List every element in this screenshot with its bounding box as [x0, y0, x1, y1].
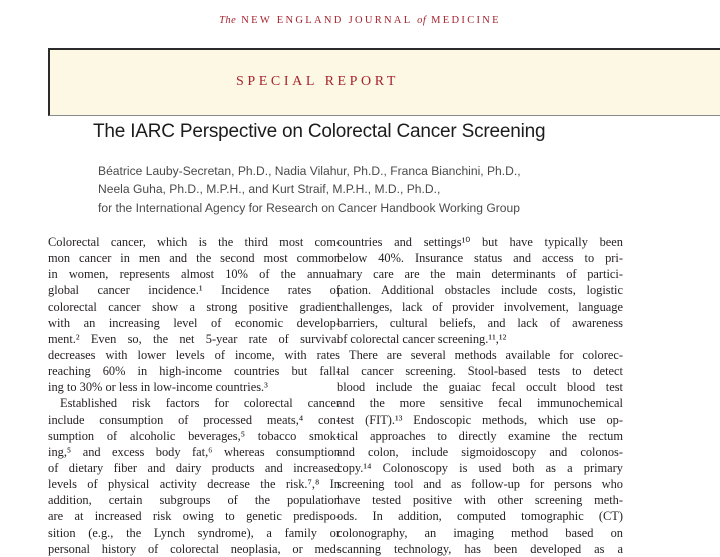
- body-line: ment.² Even so, the net 5-year rate of survival: [48, 331, 340, 346]
- body-line: mary care are the main determinants of partici-: [337, 267, 623, 282]
- body-line: mon cancer in men and the second most common: [48, 251, 340, 266]
- body-line: scanning technology, has been developed as a: [337, 541, 623, 556]
- body-line: pation. Additional obstacles include costs, logistic: [337, 283, 623, 298]
- body-line: There are several methods available for colorec-: [349, 347, 623, 362]
- body-line: Colorectal cancer, which is the third most com-: [48, 235, 340, 249]
- author-line: Neela Guha, Ph.D., M.P.H., and Kurt Straif, M.P.H., M.D., Ph.D.,: [98, 182, 441, 197]
- body-line: are at increased risk owing to genetic predispo-: [48, 509, 340, 524]
- body-line: and colon, include sigmoidoscopy and colonos-: [337, 444, 623, 459]
- body-line: tical approaches to directly examine the rectum: [337, 428, 623, 443]
- body-line: and the more sensitive fecal immunochemical: [337, 396, 623, 411]
- body-line: tal cancer screening. Stool-based tests to detect: [337, 364, 623, 379]
- body-line: test (FIT).¹³ Endoscopic methods, which use op-: [337, 412, 623, 427]
- body-line: ods. In addition, computed tomographic (CT): [337, 509, 623, 524]
- body-line: below 40%. Insurance status and access to pri-: [337, 251, 623, 266]
- body-line: countries and settings¹⁰ but have typically been: [337, 235, 623, 249]
- body-line: include consumption of processed meats,⁴ con-: [48, 412, 340, 427]
- special-report-banner: [48, 48, 720, 116]
- body-line: colonography, an imaging method based on: [337, 525, 623, 540]
- author-line: Béatrice Lauby-Secretan, Ph.D., Nadia Vilahur, Ph.D., Franca Bianchini, Ph.D.,: [98, 164, 521, 178]
- body-line: Established risk factors for colorectal cancer: [60, 396, 340, 411]
- body-line: challenges, lack of provider involvement, language: [337, 299, 623, 314]
- body-line: blood include the guaiac fecal occult blood test: [337, 380, 623, 395]
- body-line: levels of physical activity decrease the risk.⁷,⁸ In: [48, 477, 340, 492]
- body-line: of colorectal cancer screening.¹¹,¹²: [337, 331, 507, 346]
- body-line: barriers, cultural beliefs, and lack of awareness: [337, 315, 623, 330]
- body-line: copy.¹⁴ Colonoscopy is used both as a primary: [337, 460, 623, 475]
- body-line: screening tool and as follow-up for persons who: [337, 477, 623, 492]
- section-label: SPECIAL REPORT: [236, 74, 400, 89]
- body-line: sition (e.g., the Lynch syndrome), a family or: [48, 525, 340, 540]
- author-list: [98, 162, 698, 217]
- article-title: The IARC Perspective on Colorectal Cancer Screening: [93, 121, 546, 142]
- body-line: ing to 30% or less in low-income countries.³: [48, 380, 268, 395]
- body-line: personal history of colorectal neoplasia, or med-: [48, 541, 340, 556]
- right-text-column: [337, 234, 623, 557]
- masthead-of: of: [417, 15, 427, 26]
- masthead-name-part2: MEDICINE: [431, 15, 501, 26]
- author-line: for the International Agency for Research on Cancer Handbook Working Group: [98, 200, 520, 215]
- body-line: addition, certain subgroups of the population: [48, 493, 340, 508]
- body-line: of dietary fiber and dairy products and increased: [48, 460, 340, 475]
- body-line: in women, represents almost 10% of the annual: [48, 267, 340, 282]
- body-line: colorectal cancer show a strong positive gradient: [48, 299, 340, 314]
- body-line: have tested positive with other screening meth-: [337, 493, 623, 508]
- body-line: reaching 60% in high-income countries but fall-: [48, 364, 340, 379]
- masthead-name-part1: NEW ENGLAND JOURNAL: [241, 15, 413, 26]
- body-line: decreases with lower levels of income, with rates: [48, 347, 340, 362]
- journal-masthead: [0, 15, 720, 26]
- masthead-prefix: The: [219, 15, 237, 26]
- body-line: with an increasing level of economic develop-: [48, 315, 340, 330]
- body-line: ing,⁵ and excess body fat,⁶ whereas consumption: [48, 444, 340, 459]
- body-line: global cancer incidence.¹ Incidence rates of: [48, 283, 340, 298]
- body-line: sumption of alcoholic beverages,⁵ tobacco smok-: [48, 428, 340, 443]
- left-text-column: [48, 234, 340, 557]
